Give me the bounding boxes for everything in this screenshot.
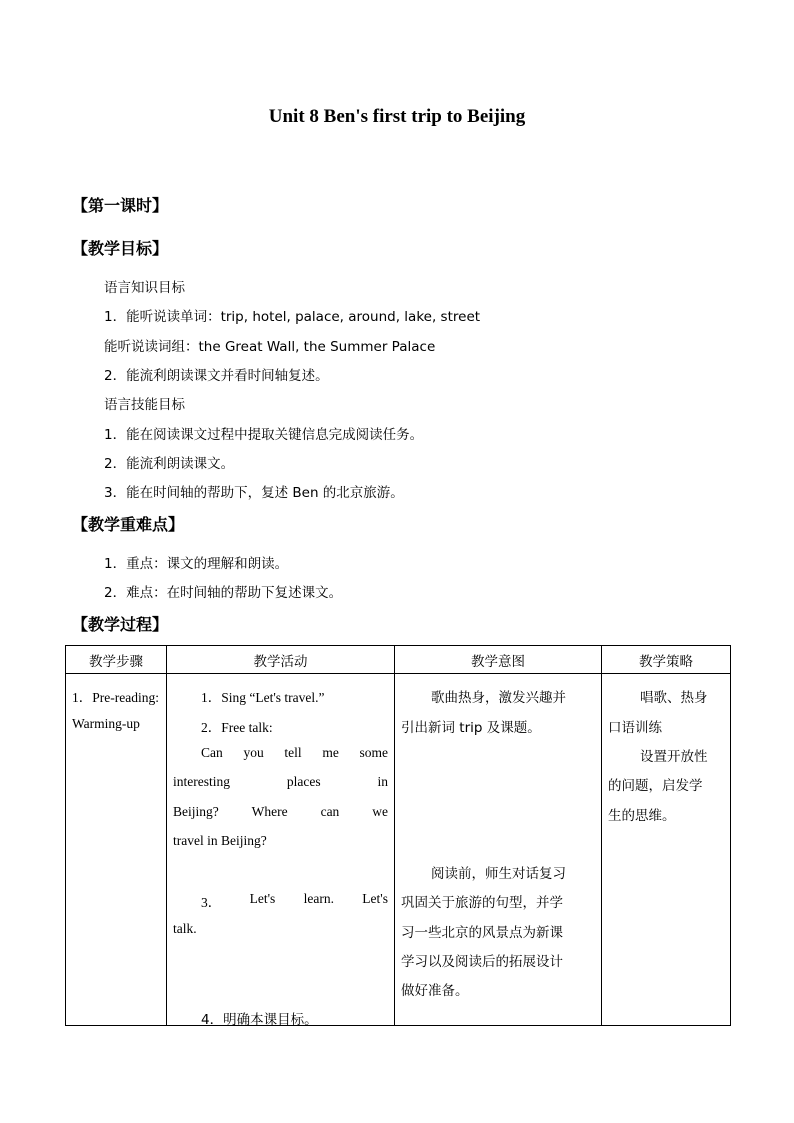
header-strategy: 教学策略 <box>602 646 731 674</box>
word: Where <box>251 804 288 819</box>
word: 3． <box>201 895 222 910</box>
activity-line-7 <box>201 891 388 911</box>
intent-line-4: 巩固关于旅游的句型，并学 <box>401 895 563 911</box>
word: you <box>243 745 264 760</box>
header-intent: 教学意图 <box>395 646 602 674</box>
table-row <box>66 674 731 1026</box>
word: learn. <box>303 891 334 906</box>
strategy-line-2: 口语训练 <box>608 720 662 736</box>
intent-cell <box>395 674 602 1026</box>
header-activity: 教学活动 <box>167 646 395 674</box>
key-point-1: 1．重点：课文的理解和朗读。 <box>104 556 289 572</box>
activity-line-2: 2．Free talk: <box>201 720 273 735</box>
word: interesting <box>173 774 230 789</box>
header-step: 教学步骤 <box>66 646 167 674</box>
strategy-line-1: 唱歌、热身 <box>640 690 708 706</box>
word: me <box>322 745 339 760</box>
word: we <box>372 804 388 819</box>
word: Let's <box>249 891 276 906</box>
activity-line-8: talk. <box>173 921 197 936</box>
heading-key-points: 【教学重难点】 <box>72 515 185 534</box>
intent-line-3: 阅读前，师生对话复习 <box>431 866 566 882</box>
heading-goals: 【教学目标】 <box>72 239 169 258</box>
goal-knowledge-title: 语言知识目标 <box>104 280 185 296</box>
intent-line-5: 习一些北京的风景点为新课 <box>401 925 563 941</box>
table-header-row <box>66 646 731 674</box>
word: Beijing? <box>173 804 219 819</box>
activity-line-9: 4．明确本课目标。 <box>201 1012 318 1028</box>
goal-k1b: 能听说读词组：the Great Wall, the Summer Palace <box>104 339 436 355</box>
activity-line-6: travel in Beijing? <box>173 833 267 848</box>
heading-process: 【教学过程】 <box>72 615 169 634</box>
strategy-line-4: 的问题，启发学 <box>608 778 703 794</box>
word: Let's <box>362 891 388 906</box>
step-line-2: Warming-up <box>72 716 140 731</box>
word: Can <box>201 745 223 760</box>
process-table <box>65 645 731 1026</box>
goal-k2: 2．能流利朗读课文并看时间轴复述。 <box>104 368 329 384</box>
intent-line-7: 做好准备。 <box>401 983 469 999</box>
activity-cell <box>167 674 395 1026</box>
word: can <box>320 804 340 819</box>
goal-s3: 3．能在时间轴的帮助下，复述 Ben 的北京旅游。 <box>104 485 404 501</box>
goal-s1: 1．能在阅读课文过程中提取关键信息完成阅读任务。 <box>104 427 424 443</box>
intent-line-2: 引出新词 trip 及课题。 <box>401 720 541 736</box>
word: in <box>377 774 388 789</box>
word: tell <box>284 745 302 760</box>
word: some <box>359 745 388 760</box>
activity-line-4 <box>173 774 388 790</box>
activity-line-1: 1．Sing “Let's travel.” <box>201 690 325 705</box>
goal-s2: 2．能流利朗读课文。 <box>104 456 235 472</box>
goal-skill-title: 语言技能目标 <box>104 397 185 413</box>
step-line-1: 1．Pre-reading: <box>72 690 159 705</box>
key-point-2: 2．难点：在时间轴的帮助下复述课文。 <box>104 585 343 601</box>
document-title: Unit 8 Ben's first trip to Beijing <box>268 106 526 127</box>
strategy-line-3: 设置开放性 <box>640 749 708 765</box>
activity-line-3 <box>201 745 388 761</box>
step-cell <box>66 674 167 1026</box>
heading-lesson: 【第一课时】 <box>72 196 169 215</box>
intent-line-6: 学习以及阅读后的拓展设计 <box>401 954 563 970</box>
intent-line-1: 歌曲热身，激发兴趣并 <box>431 690 566 706</box>
goal-k1: 1．能听说读单词：trip, hotel, palace, around, lake, street <box>104 309 481 325</box>
strategy-line-5: 生的思维。 <box>608 808 676 824</box>
word: places <box>286 774 321 789</box>
strategy-cell <box>602 674 731 1026</box>
activity-line-5 <box>173 804 388 820</box>
